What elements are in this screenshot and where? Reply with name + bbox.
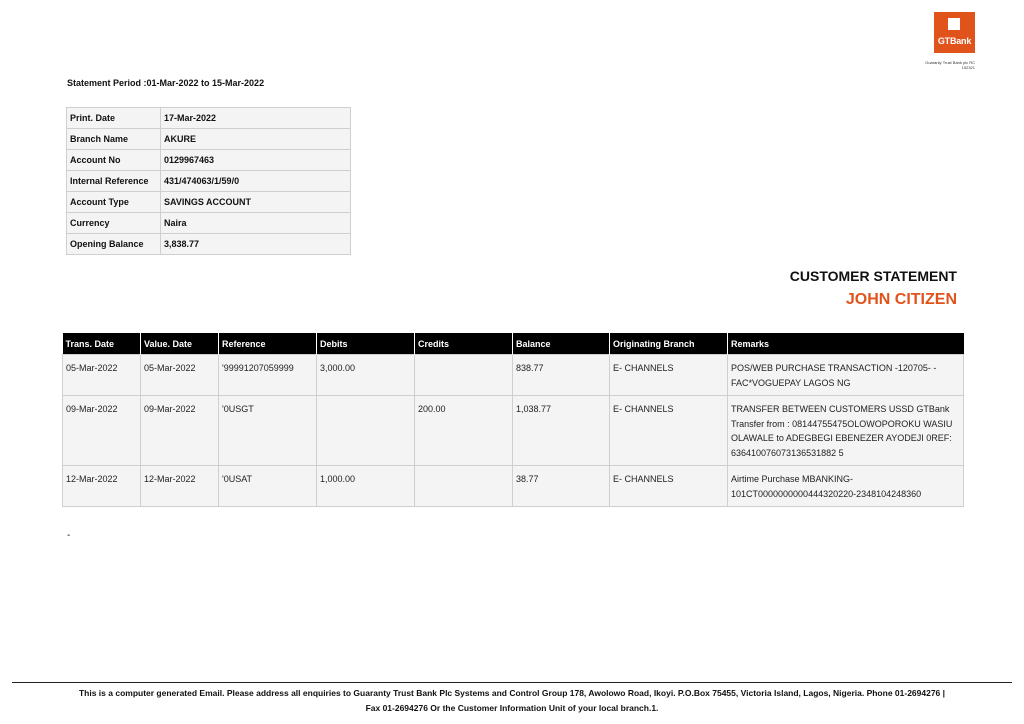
cell-value-date: 09-Mar-2022 [141,396,219,466]
table-row [63,396,964,466]
cell-value-date: 12-Mar-2022 [141,466,219,507]
info-value: 431/474063/1/59/0 [161,171,351,192]
cell-debits [317,396,415,466]
cell-debits: 3,000.00 [317,355,415,396]
col-header-credits: Credits [415,333,513,355]
cell-credits [415,466,513,507]
col-header-value-date: Value. Date [141,333,219,355]
info-label: Account No [67,150,161,171]
info-row-print-date [67,108,351,129]
col-header-originating-branch: Originating Branch [610,333,728,355]
info-value: 3,838.77 [161,234,351,255]
logo-square-icon [948,18,960,30]
info-row-account-no [67,150,351,171]
info-label: Account Type [67,192,161,213]
cell-remarks: POS/WEB PURCHASE TRANSACTION -120705- -FAC*VOGUEPAY LAGOS NG [728,355,964,396]
cell-reference: '99991207059999 [219,355,317,396]
cell-credits: 200.00 [415,396,513,466]
info-row-currency [67,213,351,234]
cell-value-date: 05-Mar-2022 [141,355,219,396]
cell-balance: 1,038.77 [513,396,610,466]
logo-subtext: Guaranty Trust Bank plc RC 152321 [925,60,975,70]
statement-period: Statement Period :01-Mar-2022 to 15-Mar-2022 [67,78,265,88]
transactions-table [62,333,964,507]
info-value: Naira [161,213,351,234]
cell-remarks: TRANSFER BETWEEN CUSTOMERS USSD GTBank Transfer from : 08144755475OLOWOPOROKU WASIU OLAWALE to ADEGBEGI EBENEZER AYODEJI 0REF: 636410076073136531882 5 [728,396,964,466]
info-row-internal-reference [67,171,351,192]
cell-branch: E- CHANNELS [610,466,728,507]
info-label: Branch Name [67,129,161,150]
info-value: 17-Mar-2022 [161,108,351,129]
cell-branch: E- CHANNELS [610,355,728,396]
col-header-reference: Reference [219,333,317,355]
account-info-table [66,107,351,255]
cell-branch: E- CHANNELS [610,396,728,466]
footer-divider [12,682,1012,683]
logo-text: GTBank [937,36,972,46]
footer-line-1: This is a computer generated Email. Please address all enquiries to Guaranty Trust Bank Plc Systems and Control Group 178, Awolowo Road, Ikoyi. P.O.Box 75455, Victoria Island, Lagos, Nigeria. Phone 01-2694276 | [78,688,946,698]
table-header-row [63,333,964,355]
info-row-branch-name [67,129,351,150]
table-row [63,466,964,507]
cell-remarks: Airtime Purchase MBANKING-101CT0000000000444320220-2348104248360 [728,466,964,507]
info-row-account-type [67,192,351,213]
table-row [63,355,964,396]
info-value: AKURE [161,129,351,150]
cell-balance: 38.77 [513,466,610,507]
customer-name: JOHN CITIZEN [845,291,957,308]
cell-reference: '0USGT [219,396,317,466]
col-header-remarks: Remarks [728,333,964,355]
cell-trans-date: 12-Mar-2022 [63,466,141,507]
col-header-debits: Debits [317,333,415,355]
gtbank-logo [934,12,975,53]
info-label: Internal Reference [67,171,161,192]
trailing-mark: - [67,530,71,541]
customer-statement-title: CUSTOMER STATEMENT [789,268,957,284]
cell-balance: 838.77 [513,355,610,396]
info-label: Print. Date [67,108,161,129]
footer-line-2: Fax 01-2694276 Or the Customer Information Unit of your local branch.1. [365,703,659,713]
info-row-opening-balance [67,234,351,255]
info-label: Currency [67,213,161,234]
cell-trans-date: 09-Mar-2022 [63,396,141,466]
cell-debits: 1,000.00 [317,466,415,507]
cell-credits [415,355,513,396]
col-header-balance: Balance [513,333,610,355]
col-header-trans-date: Trans. Date [63,333,141,355]
info-value: 0129967463 [161,150,351,171]
footer [8,686,1016,716]
cell-reference: '0USAT [219,466,317,507]
info-value: SAVINGS ACCOUNT [161,192,351,213]
info-label: Opening Balance [67,234,161,255]
cell-trans-date: 05-Mar-2022 [63,355,141,396]
